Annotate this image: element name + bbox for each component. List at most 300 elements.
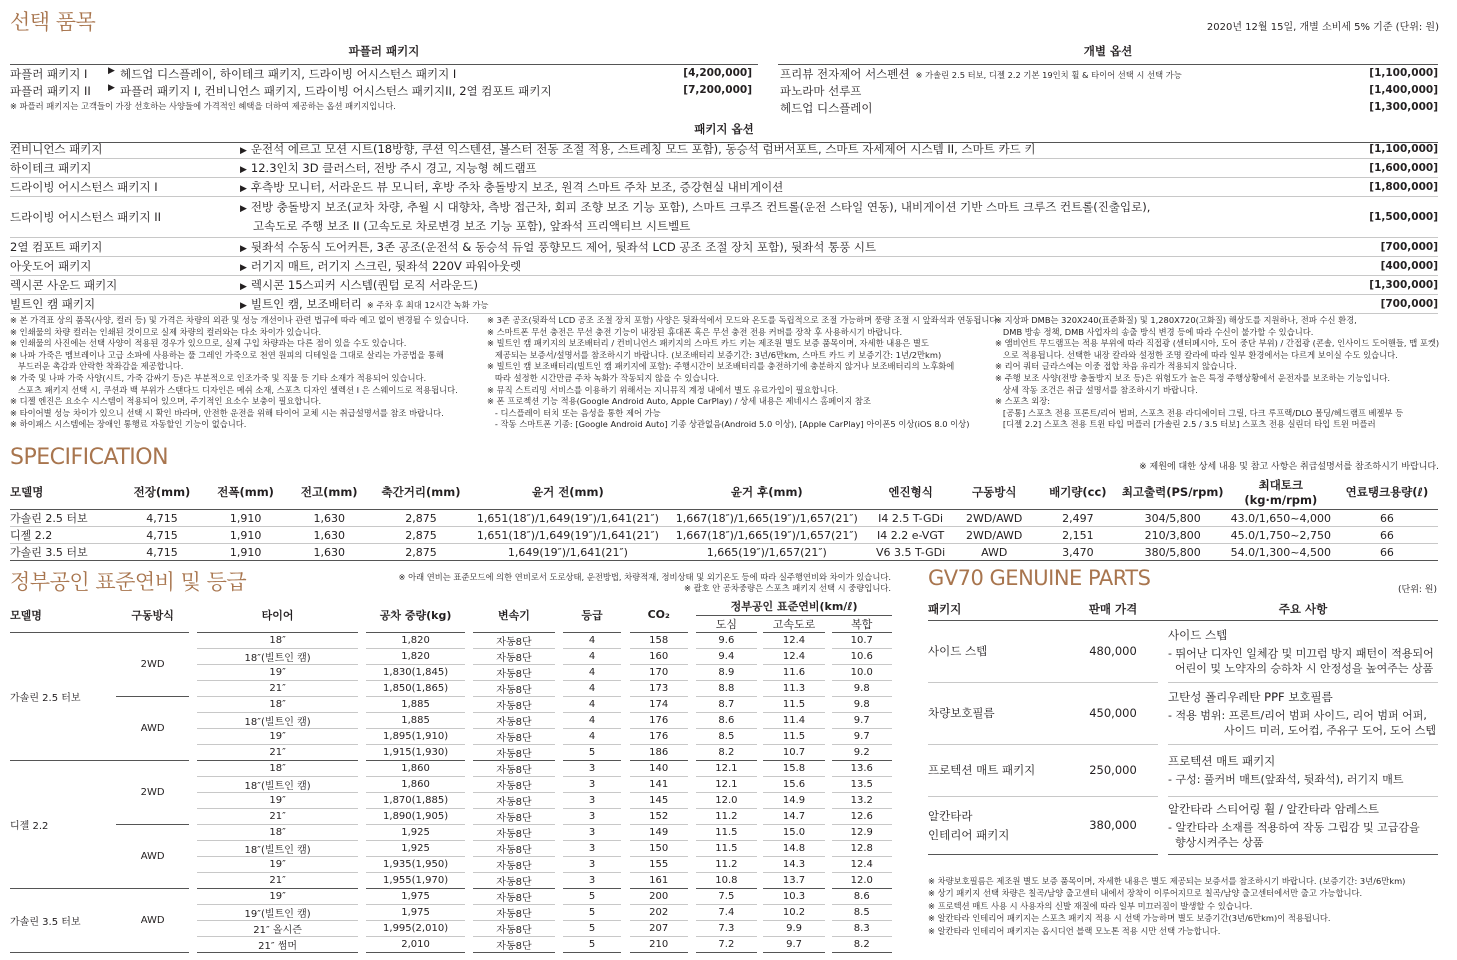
fuel-gap (621, 904, 629, 920)
fuel-tire: 19″ (197, 728, 357, 744)
fuel-h-drive: 구동방식 (116, 598, 189, 632)
fuel-gap (555, 712, 563, 728)
fuel-grade: 5 (563, 904, 621, 920)
fuel-grade: 5 (563, 744, 621, 760)
fuel-highway: 12.4 (763, 632, 825, 648)
fuel-highway: 12.4 (763, 648, 825, 664)
spec-cell: 1,630 (287, 527, 371, 544)
spec-header: 최고출력(PS/rpm) (1120, 475, 1226, 510)
fuel-gap (621, 824, 629, 840)
fuel-gap (465, 776, 473, 792)
spec-cell: 1,665(19″)/1,657(21″) (665, 544, 869, 561)
fuel-h-eff: 정부공인 표준연비(km/ℓ) (696, 598, 892, 615)
parts-h-main: 주요 사항 (1168, 598, 1438, 620)
parts-main-cell (1168, 744, 1438, 796)
fuel-trans: 자동8단 (473, 888, 554, 904)
spec-cell: 1,651(18″)/1,649(19″)/1,641(21″) (471, 510, 665, 527)
fuel-gap (189, 856, 197, 872)
fuel-gap (465, 760, 473, 776)
fuel-gap (465, 904, 473, 920)
package-desc-cell (240, 295, 1318, 314)
fuel-highway: 9.9 (763, 920, 825, 936)
fuel-gap (189, 696, 197, 712)
fuel-city: 8.9 (696, 664, 756, 680)
spec-header: 윤거 후(mm) (665, 475, 869, 510)
package-desc: 뒷좌석 수동식 도어커튼, 3존 공조(운전석 & 동승석 듀얼 풍향모드 제어, 뒷좌석 LCD 공조 조절 장치 포함), 뒷좌석 통풍 시트 (250, 240, 877, 254)
fuel-gap (189, 760, 197, 776)
fuel-row (10, 632, 892, 648)
fuel-gap (688, 760, 696, 776)
fuel-gap (688, 840, 696, 856)
package-desc: 후측방 모니터, 서라운드 뷰 모니터, 후방 주차 충돌방지 보조, 원격 스마트 주차 보조, 증강현실 내비게이션 (250, 180, 784, 194)
fuel-tire: 21″ (197, 808, 357, 824)
fuel-gap (555, 728, 563, 744)
fuel-combined: 9.7 (832, 712, 892, 728)
fuel-grade: 4 (563, 632, 621, 648)
fuel-city: 8.7 (696, 696, 756, 712)
spec-cell: 2,875 (371, 510, 471, 527)
fuel-highway: 11.6 (763, 664, 825, 680)
fuel-trans: 자동8단 (473, 824, 554, 840)
note-line: ※ 디젤 엔진은 요소수 시스템이 적용되어 있으며, 주기적인 요소수 보충이 필요합니다. (10, 396, 322, 407)
fuel-trans: 자동8단 (473, 936, 554, 952)
spec-cell: 1,630 (287, 544, 371, 561)
parts-main-desc-2: 사이드 미러, 도어컵, 주유구 도어, 도어 스텝 (1168, 723, 1437, 737)
parts-gap (1158, 620, 1168, 682)
fuel-gap (465, 664, 473, 680)
fuel-gap (621, 920, 629, 936)
parts-main-title: 고탄성 폴리우레탄 PPF 보호필름 (1168, 689, 1333, 704)
fuel-gap (358, 872, 366, 888)
fuel-h-grade: 등급 (563, 598, 621, 632)
fuel-gap (555, 680, 563, 696)
package-name: 드라이빙 어시스턴스 패키지 I (10, 178, 240, 197)
spec-cell: 2WD/AWD (952, 527, 1036, 544)
fuel-highway: 14.3 (763, 856, 825, 872)
fuel-gap (621, 648, 629, 664)
fuel-trans: 자동8단 (473, 744, 554, 760)
spec-cell: 4,715 (120, 510, 204, 527)
individual-name (780, 100, 879, 116)
fuel-co2: 155 (630, 856, 688, 872)
parts-price: 450,000 (1068, 682, 1158, 744)
note-line: 부드러운 촉감과 안락한 착좌감을 제공합니다. (10, 361, 184, 372)
spec-cell: 66 (1336, 510, 1438, 527)
fuel-gap (465, 920, 473, 936)
fuel-grade: 4 (563, 680, 621, 696)
fuel-gap (555, 760, 563, 776)
note-line: ※ 뮤직 스트리밍 서비스를 이용하기 위해서는 지니뮤직 계정 내에서 별도 유료가입이 필요합니다. (487, 384, 839, 395)
parts-notes (928, 875, 1438, 937)
parts-name-cell (928, 620, 1068, 682)
fuel-city: 7.2 (696, 936, 756, 952)
fuel-city: 12.1 (696, 760, 756, 776)
fuel-h-city: 도심 (696, 615, 756, 632)
fuel-tire: 18″ (197, 632, 357, 648)
fuel-gap (465, 712, 473, 728)
note-line: 상세 작동 조건은 취급 설명서를 참조하시기 바랍니다. (995, 384, 1198, 395)
spec-header: 전장(mm) (120, 475, 204, 510)
note-line: ※ 앰비언트 무드램프는 적용 부위에 따라 직접광 (센터페시아, 도어 중단 부위) / 간접광 (콘솔, 인사이드 도어핸들, 맵 포켓) (995, 338, 1440, 349)
note-line: ※ 스마트폰 무선 충전은 무선 충전 기능이 내장된 휴대폰 혹은 무선 충전 전용 커버를 장착 후 사용하시기 바랍니다. (487, 326, 903, 337)
triangle-icon: ▶ (240, 301, 247, 311)
parts-table (928, 598, 1438, 855)
fuel-gap (688, 664, 696, 680)
parts-row (928, 796, 1438, 854)
spec-header: 최대토크(kg·m/rpm) (1226, 475, 1336, 510)
filler-desc: 헤드업 디스플레이, 하이테크 패키지, 드라이빙 어시스턴스 패키지 I (120, 67, 457, 81)
fuel-title: 정부공인 표준연비 및 등급 (10, 570, 247, 594)
spec-cell: 1,667(18″)/1,665(19″)/1,657(21″) (665, 510, 869, 527)
fuel-gap (358, 664, 366, 680)
fuel-grade: 5 (563, 936, 621, 952)
fuel-row (10, 760, 892, 776)
fuel-row (10, 824, 892, 840)
fuel-weight: 1,925 (366, 824, 465, 840)
fuel-tire: 21″ (197, 872, 357, 888)
spec-cell: 1,651(18″)/1,649(19″)/1,641(21″) (471, 527, 665, 544)
fuel-weight: 1,885 (366, 712, 465, 728)
fuel-co2: 145 (630, 792, 688, 808)
fuel-tire: 19″(빌트인 캠) (197, 904, 357, 920)
fuel-h-highway: 고속도로 (763, 615, 825, 632)
fuel-grade: 4 (563, 712, 621, 728)
fuel-gap (465, 696, 473, 712)
parts-price: 250,000 (1068, 744, 1158, 796)
fuel-gap (358, 792, 366, 808)
spec-cell: 1,667(18″)/1,665(19″)/1,657(21″) (665, 527, 869, 544)
parts-name-cell (928, 796, 1068, 854)
fuel-highway: 11.4 (763, 712, 825, 728)
fuel-tire: 21″ (197, 744, 357, 760)
fuel-row (10, 696, 892, 712)
fuel-weight: 1,870(1,885) (366, 792, 465, 808)
fuel-gap (688, 728, 696, 744)
fuel-combined: 9.8 (832, 680, 892, 696)
note-line: ※ 3존 공조(뒷좌석 LCD 공조 조절 장치 포함) 사양은 뒷좌석에서 모드와 온도를 독립적으로 조절 가능하며 풍량 조절 시 앞좌석과 연동됩니다. (487, 315, 1001, 325)
fuel-gap (189, 920, 197, 936)
note-line: ※ 타이어별 성능 차이가 있으니 선택 시 확인 바라며, 안전한 운전을 위해 타이어 교체 시는 취급설명서를 참조 바랍니다. (10, 407, 444, 418)
filler-desc: 파플러 패키지 I, 컨비니언스 패키지, 드라이빙 어시스턴스 패키지II, 2열 컴포트 패키지 (120, 84, 552, 98)
fuel-gap (688, 872, 696, 888)
fuel-combined: 9.2 (832, 744, 892, 760)
fuel-combined: 12.8 (832, 840, 892, 856)
spec-cell: 1,649(19″)/1,641(21″) (471, 544, 665, 561)
package-price: [400,000] (1318, 257, 1438, 276)
note-line: [공통] 스포츠 전용 프론트/리어 범퍼, 스포츠 전용 라디에이터 그릴, 다크 루프랙/DLO 몰딩/헤드램프 베젤부 등 (995, 407, 1404, 418)
parts-gap (1158, 796, 1168, 854)
fuel-row (10, 888, 892, 904)
fuel-highway: 15.0 (763, 824, 825, 840)
parts-gap (1158, 744, 1168, 796)
fuel-trans: 자동8단 (473, 712, 554, 728)
package-row (10, 276, 1438, 295)
fuel-gap (358, 936, 366, 952)
spec-header: 배기량(cc) (1036, 475, 1120, 510)
spec-header: 전폭(mm) (204, 475, 288, 510)
fuel-grade: 3 (563, 856, 621, 872)
package-desc: 12.3인치 3D 클러스터, 전방 주시 경고, 지능형 헤드램프 (250, 161, 537, 175)
spec-cell: 1,910 (204, 510, 288, 527)
parts-main-desc-1: - 구성: 풀커버 매트(앞좌석, 뒷좌석), 러기지 매트 (1168, 773, 1404, 786)
spec-header: 연료탱크용량(ℓ) (1336, 475, 1438, 510)
package-name: 아웃도어 패키지 (10, 257, 240, 276)
fuel-city: 11.5 (696, 840, 756, 856)
fuel-drive: AWD (116, 888, 189, 952)
fuel-grade: 4 (563, 728, 621, 744)
fuel-combined: 10.7 (832, 632, 892, 648)
fuel-gap (189, 840, 197, 856)
note-line: ※ 주행 보조 사양(전방 충돌방지 보조 등)은 위험도가 높은 특정 주행상황에서 운전자를 보조하는 기능입니다. (995, 372, 1390, 383)
spec-header: 엔진형식 (869, 475, 953, 510)
spec-cell: 2,875 (371, 544, 471, 561)
fuel-co2: 176 (630, 712, 688, 728)
fuel-gap (189, 712, 197, 728)
fuel-tire: 21″ 썸머 (197, 936, 357, 952)
parts-note-line: ※ 알칸타라 인테리어 패키지는 스포츠 패키지 적용 시 선택 가능하며 별도 보증기간(3년/6만km)이 적용됩니다. (928, 913, 1331, 924)
note-line: - 작동 스마트폰 기종: [Google Android Auto] 기종 상관없음(Android 5.0 이상), [Apple CarPlay] 아이폰5 이상(iOS 8.0 이상) (487, 419, 970, 430)
individual-header: 개별 옵션 (778, 43, 1438, 65)
fuel-city: 9.6 (696, 632, 756, 648)
fuel-co2: 158 (630, 632, 688, 648)
fuel-weight: 1,820 (366, 632, 465, 648)
fuel-weight: 1,885 (366, 696, 465, 712)
package-row (10, 295, 1438, 314)
note-line: [디젤 2.2] 스포츠 전용 트윈 타입 머플러 [가솔린 2.5 / 3.5 터보] 스포츠 전용 실린더 타입 트윈 머플러 (995, 419, 1376, 430)
fuel-gap (621, 936, 629, 952)
fuel-gap (189, 728, 197, 744)
fuel-gap (621, 760, 629, 776)
fuel-grade: 3 (563, 792, 621, 808)
spec-cell: 54.0/1,300~4,500 (1226, 544, 1336, 561)
fuel-gap (358, 904, 366, 920)
fuel-gap (555, 744, 563, 760)
fuel-co2: 173 (630, 680, 688, 696)
triangle-icon: ▶ (240, 165, 247, 175)
parts-main-desc-2: 어린이 및 노약자의 승하차 시 안정성을 높여주는 상품 (1168, 661, 1434, 675)
parts-main-title: 사이드 스텝 (1168, 627, 1228, 642)
fuel-gap (189, 792, 197, 808)
fuel-gap (688, 632, 696, 648)
filler-price: [4,200,000] (683, 67, 752, 79)
spec-cell: 1,910 (204, 527, 288, 544)
fuel-gap (465, 856, 473, 872)
package-name: 하이테크 패키지 (10, 159, 240, 178)
filler-name: 파플러 패키지 II (10, 84, 91, 98)
fuel-city: 12.1 (696, 776, 756, 792)
spec-cell: 2WD/AWD (952, 510, 1036, 527)
fuel-combined: 13.6 (832, 760, 892, 776)
package-desc-2: 고속도로 주행 보조 II (고속도로 차로변경 보조 기능 포함), 앞좌석 프리액티브 시트벨트 (253, 219, 691, 233)
package-name: 렉시콘 사운드 패키지 (10, 276, 240, 295)
fuel-gap (358, 760, 366, 776)
fuel-grade: 3 (563, 872, 621, 888)
fuel-gap (465, 808, 473, 824)
fuel-gap (555, 920, 563, 936)
fuel-co2: 149 (630, 824, 688, 840)
spec-cell: 1,630 (287, 510, 371, 527)
note-line: - 디스플레이 터치 또는 음성을 통한 제어 가능 (487, 407, 661, 418)
package-desc: 러기지 매트, 러기지 스크린, 뒷좌석 220V 파워아웃렛 (250, 259, 522, 273)
fuel-gap (465, 744, 473, 760)
package-price: [700,000] (1318, 295, 1438, 314)
parts-main-desc-1: - 알칸타라 소재를 적용하여 작동 그립감 및 고급감을 (1168, 820, 1420, 834)
fuel-tire: 19″ (197, 664, 357, 680)
notes-col3 (995, 315, 1440, 431)
fuel-gap (465, 888, 473, 904)
fuel-gap (621, 728, 629, 744)
note-line: ※ 지상파 DMB는 320X240(표준화질) 및 1,280X720(고화질) 해상도를 지원하나, 전파 수신 환경, (995, 315, 1357, 325)
parts-main-desc-2: 향상시켜주는 상품 (1168, 835, 1264, 849)
filler-note: ※ 파플러 패키지는 고객들이 가장 선호하는 사양들에 가격적인 혜택을 더하여 제공하는 옵션 패키지입니다. (10, 101, 396, 111)
fuel-grade: 3 (563, 808, 621, 824)
fuel-co2: 174 (630, 696, 688, 712)
parts-main-desc-1: - 뛰어난 디자인 일체감 및 미끄럼 방지 패턴이 적용되어 (1168, 646, 1434, 660)
fuel-gap (688, 904, 696, 920)
fuel-city: 7.4 (696, 904, 756, 920)
parts-note-line: ※ 알칸타라 인테리어 패키지는 옵시디언 블랙 모노톤 적용 시만 선택 가능합니다. (928, 925, 1221, 936)
fuel-gap (358, 840, 366, 856)
fuel-combined: 10.6 (832, 648, 892, 664)
fuel-gap (621, 696, 629, 712)
triangle-icon: ▶ (240, 146, 247, 156)
fuel-gap (189, 680, 197, 696)
fuel-co2: 160 (630, 648, 688, 664)
fuel-co2: 176 (630, 728, 688, 744)
fuel-tire: 19″ (197, 888, 357, 904)
package-name: 컨비니언스 패키지 (10, 140, 240, 159)
fuel-city: 10.8 (696, 872, 756, 888)
note-line: 따라 설정한 시간만큼 주차 녹화가 작동되지 않을 수 있습니다. (487, 372, 720, 383)
parts-h-price: 판매 가격 (1068, 598, 1158, 620)
note-line: ※ 빌트인 캠 패키지의 보조배터리 / 컨비니언스 패키지의 스마트 카드 키는 제조원 별도 보증 품목이며, 자세한 내용은 별도 (487, 338, 929, 349)
fuel-combined: 12.4 (832, 856, 892, 872)
fuel-combined: 12.0 (832, 872, 892, 888)
fuel-co2: 140 (630, 760, 688, 776)
fuel-highway: 13.7 (763, 872, 825, 888)
fuel-co2: 152 (630, 808, 688, 824)
triangle-icon: ▶ (108, 66, 115, 76)
fuel-gap (189, 648, 197, 664)
fuel-gap (465, 792, 473, 808)
individual-label: 프리뷰 전자제어 서스펜션 (780, 67, 910, 81)
fuel-tire: 19″ (197, 792, 357, 808)
parts-name: 차량보호필름 (928, 706, 995, 720)
fuel-combined: 8.2 (832, 936, 892, 952)
fuel-trans: 자동8단 (473, 808, 554, 824)
fuel-gap (465, 632, 473, 648)
fuel-grade: 4 (563, 696, 621, 712)
fuel-gap (555, 696, 563, 712)
fuel-gap (358, 824, 366, 840)
triangle-icon: ▶ (240, 204, 247, 214)
fuel-h-model: 모델명 (10, 598, 116, 632)
note-line: ※ 인쇄물의 사진에는 선택 사양이 적용된 경우가 있으므로, 실제 구입 차량과는 다른 점이 있을 수도 있습니다. (10, 338, 407, 349)
package-price: [1,800,000] (1318, 178, 1438, 197)
parts-name-2: 인테리어 패키지 (928, 827, 1010, 842)
fuel-combined: 13.5 (832, 776, 892, 792)
spec-cell: 1,910 (204, 544, 288, 561)
parts-main-desc-1: - 적용 범위: 프론트/리어 범퍼 사이드, 리어 범퍼 어퍼, (1168, 708, 1427, 722)
fuel-gap (555, 664, 563, 680)
spec-cell: 가솔린 3.5 터보 (10, 544, 120, 561)
fuel-drive: AWD (116, 824, 189, 888)
note-line: ※ 나파 가죽은 멤브레이나 고급 소파에 사용하는 풀 그레인 가죽으로 천연 원피의 디테일을 그대로 살리는 가공법을 통해 (10, 349, 444, 360)
parts-price: 380,000 (1068, 796, 1158, 854)
spec-cell: I4 2.5 T-GDi (869, 510, 953, 527)
fuel-co2: 202 (630, 904, 688, 920)
package-row (10, 197, 1438, 238)
fuel-city: 11.2 (696, 856, 756, 872)
fuel-city: 11.5 (696, 824, 756, 840)
fuel-model: 가솔린 3.5 터보 (10, 888, 116, 952)
fuel-gap (555, 824, 563, 840)
package-desc-line (240, 199, 1318, 218)
package-desc-cell (240, 238, 1318, 257)
fuel-trans: 자동8단 (473, 696, 554, 712)
spec-cell: 380/5,800 (1120, 544, 1226, 561)
fuel-city: 12.0 (696, 792, 756, 808)
individual-price: [1,100,000] (1369, 67, 1438, 79)
spec-header: 구동방식 (952, 475, 1036, 510)
fuel-gap (189, 744, 197, 760)
fuel-weight: 1,830(1,845) (366, 664, 465, 680)
fuel-table (10, 598, 892, 953)
fuel-gap (621, 808, 629, 824)
spec-cell: 디젤 2.2 (10, 527, 120, 544)
package-desc-cell (240, 140, 1318, 159)
note-line: ※ 스포츠 외장: (995, 396, 1051, 407)
notes-col2 (487, 315, 1001, 431)
package-price: [700,000] (1318, 238, 1438, 257)
note-line: ※ 인쇄물의 차량 컬러는 인쇄된 것이므로 실제 차량의 컬러와는 다소 차이가 있습니다. (10, 326, 322, 337)
fuel-gap (688, 808, 696, 824)
fuel-gap (621, 680, 629, 696)
fuel-gap (358, 648, 366, 664)
spec-cell: 2,151 (1036, 527, 1120, 544)
fuel-highway: 14.8 (763, 840, 825, 856)
fuel-gap (555, 840, 563, 856)
fuel-highway: 11.3 (763, 680, 825, 696)
fuel-trans: 자동8단 (473, 760, 554, 776)
fuel-gap (688, 792, 696, 808)
parts-main-title: 알칸타라 스티어링 휠 / 알칸타라 암레스트 (1168, 801, 1380, 816)
package-row (10, 178, 1438, 197)
fuel-gap (189, 936, 197, 952)
fuel-tire: 18″ (197, 696, 357, 712)
fuel-grade: 3 (563, 776, 621, 792)
fuel-co2: 210 (630, 936, 688, 952)
fuel-city: 7.3 (696, 920, 756, 936)
fuel-gap (688, 648, 696, 664)
fuel-note-2: ※ 괄호 안 공차중량은 스포츠 패키지 선택 시 중량입니다. (683, 583, 891, 593)
spec-note: ※ 제원에 대한 상세 내용 및 참고 사항은 취급설명서를 참조하시기 바랍니다. (1139, 462, 1439, 472)
fuel-trans: 자동8단 (473, 632, 554, 648)
parts-row (928, 620, 1438, 682)
fuel-gap (555, 808, 563, 824)
fuel-gap (621, 664, 629, 680)
note-line: ※ 리어 쿼터 글라스에는 이중 접합 차음 유리가 적용되지 않습니다. (995, 361, 1237, 372)
fuel-gap (621, 872, 629, 888)
parts-gap (1158, 682, 1168, 744)
spec-cell: 304/5,800 (1120, 510, 1226, 527)
fuel-weight: 1,975 (366, 888, 465, 904)
individual-price: [1,400,000] (1369, 84, 1438, 96)
note-line: ※ 본 가격표 상의 품목(사양, 컬러 등) 및 가격은 차량의 외관 및 성능 개선이나 관련 법규에 따라 예고 없이 변경될 수 있습니다. (10, 315, 469, 325)
fuel-co2: 186 (630, 744, 688, 760)
fuel-highway: 10.7 (763, 744, 825, 760)
fuel-tire: 21″ (197, 680, 357, 696)
